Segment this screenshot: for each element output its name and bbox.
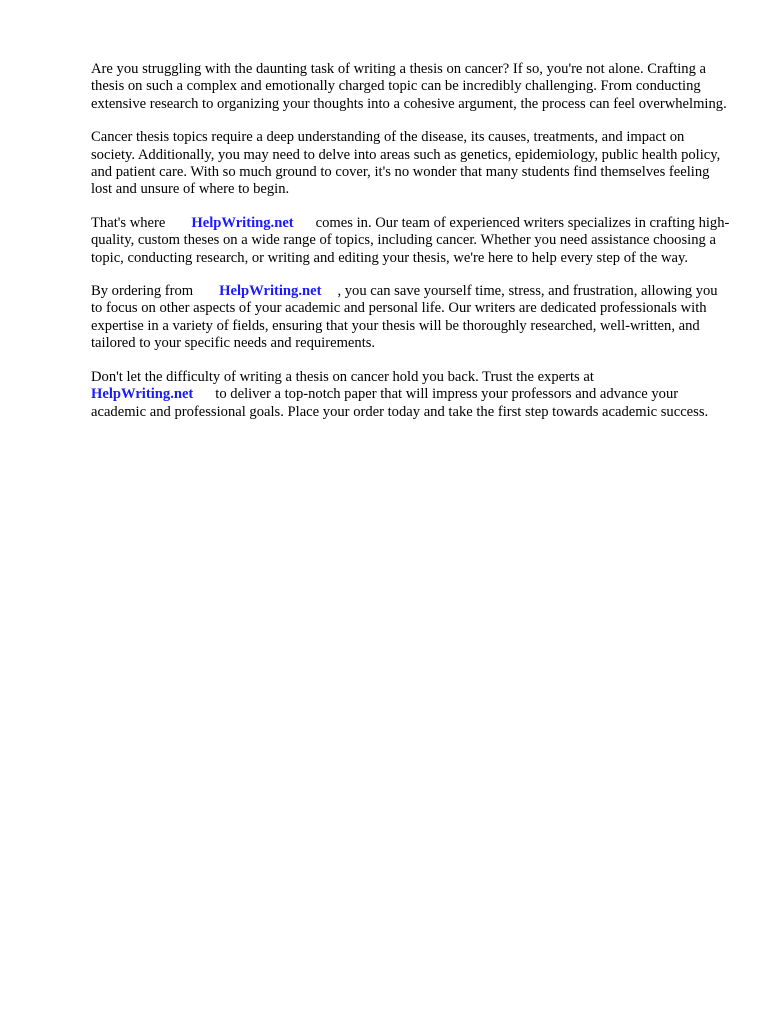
paragraph-service — [91, 215, 731, 267]
paragraph-closing — [91, 369, 731, 421]
paragraph-closing-lead: Don't let the difficulty of writing a thesis on cancer hold you back. Trust the experts at — [91, 368, 594, 385]
helpwriting-link[interactable]: HelpWriting.net — [91, 386, 194, 403]
helpwriting-link[interactable]: HelpWriting.net — [219, 283, 322, 300]
paragraph-ordering-body: , you can save yourself time, stress, and frustration, allowing you to focus on other aspects of your academic and personal life. Our writers are dedicated professionals with expertise in a variety of fields, ensuring that your thesis will be thoroughly researched, well-written, and tailored to your specific needs and requirements. — [91, 283, 718, 352]
paragraph-topics: Cancer thesis topics require a deep understanding of the disease, its causes, treatments, and impact on society. Additionally, you may need to delve into areas such as genetics, epidemiology, public health policy, and patient care. With so much ground to cover, it's no wonder that many students find themselves feeling lost and unsure of where to begin. — [91, 129, 721, 198]
paragraph-service-body: comes in. Our team of experienced writers specializes in crafting high-quality, custom theses on a wide range of topics, including cancer. Whether you need assistance choosing a topic, conducting research, or writing and editing your thesis, we're here to help every step of the way. — [91, 214, 730, 266]
paragraph-intro: Are you struggling with the daunting task of writing a thesis on cancer? If so, you're not alone. Crafting a thesis on such a complex and emotionally charged topic can be incredibly challenging. From conducting extensive research to organizing your thoughts into a cohesive argument, the process can feel overwhelming. — [91, 61, 727, 112]
paragraph-closing-body: to deliver a top-notch paper that will impress your professors and advance your academic and professional goals. Place your order today and take the first step towards academic success. — [91, 386, 709, 420]
document-page — [91, 61, 731, 437]
paragraph-service-lead: That's where — [91, 214, 166, 231]
paragraph-ordering — [91, 283, 731, 353]
paragraph-ordering-lead: By ordering from — [91, 283, 194, 300]
helpwriting-link[interactable]: HelpWriting.net — [191, 214, 294, 231]
